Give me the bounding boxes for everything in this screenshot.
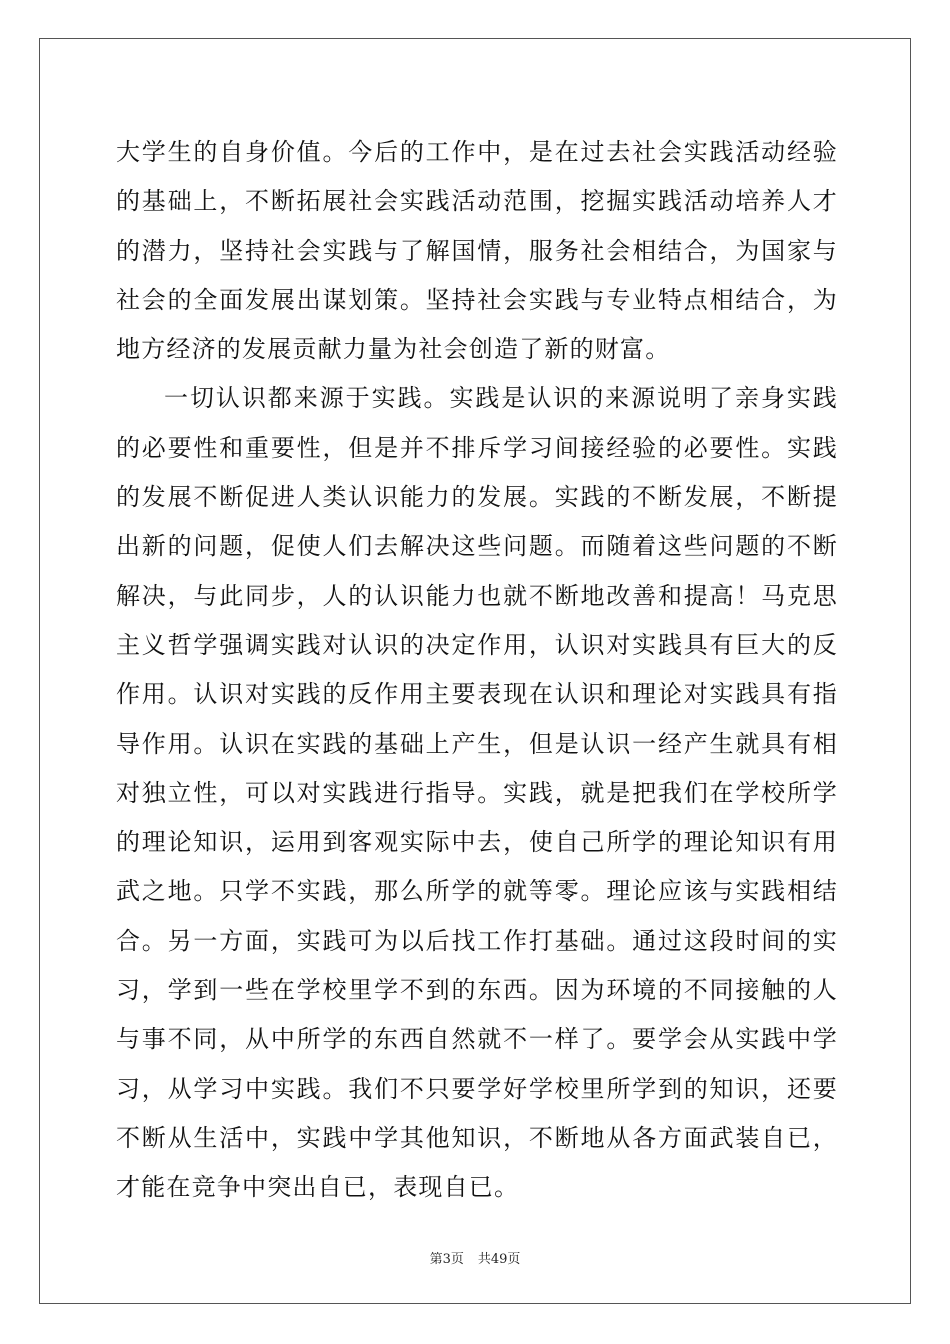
document-body (116, 128, 838, 1213)
page-total: 共49页 (477, 1252, 521, 1267)
page-footer (0, 1248, 950, 1267)
paragraph-1: 大学生的自身价值。今后的工作中，是在过去社会实践活动经验的基础上，不断拓展社会实践活动范围，挖掘实践活动培养人才的潜力，坚持社会实践与了解国情，服务社会相结合，为国家与社会的全面发展出谋划策。坚持社会实践与专业特点相结合，为地方经济的发展贡献力量为社会创造了新的财富。 (116, 138, 838, 364)
paragraph-2: 一切认识都来源于实践。实践是认识的来源说明了亲身实践的必要性和重要性，但是并不排斥学习间接经验的必要性。实践的发展不断促进人类认识能力的发展。实践的不断发展，不断提出新的问题，促使人们去解决这些问题。而随着这些问题的不断解决，与此同步，人的认识能力也就不断地改善和提高！马克思主义哲学强调实践对认识的决定作用，认识对实践具有巨大的反作用。认识对实践的反作用主要表现在认识和理论对实践具有指导作用。认识在实践的基础上产生，但是认识一经产生就具有相对独立性，可以对实践进行指导。实践，就是把我们在学校所学的理论知识，运用到客观实际中去，使自己所学的理论知识有用武之地。只学不实践，那么所学的就等零。理论应该与实践相结合。另一方面，实践可为以后找工作打基础。通过这段时间的实习，学到一些在学校里学不到的东西。因为环境的不同接触的人与事不同，从中所学的东西自然就不一样了。要学会从实践中学习，从学习中实践。我们不只要学好学校里所学到的知识，还要不断从生活中，实践中学其他知识，不断地从各方面武装自已，才能在竞争中突出自已，表现自已。 (116, 384, 838, 1202)
page-number: 第3页 (429, 1252, 464, 1267)
